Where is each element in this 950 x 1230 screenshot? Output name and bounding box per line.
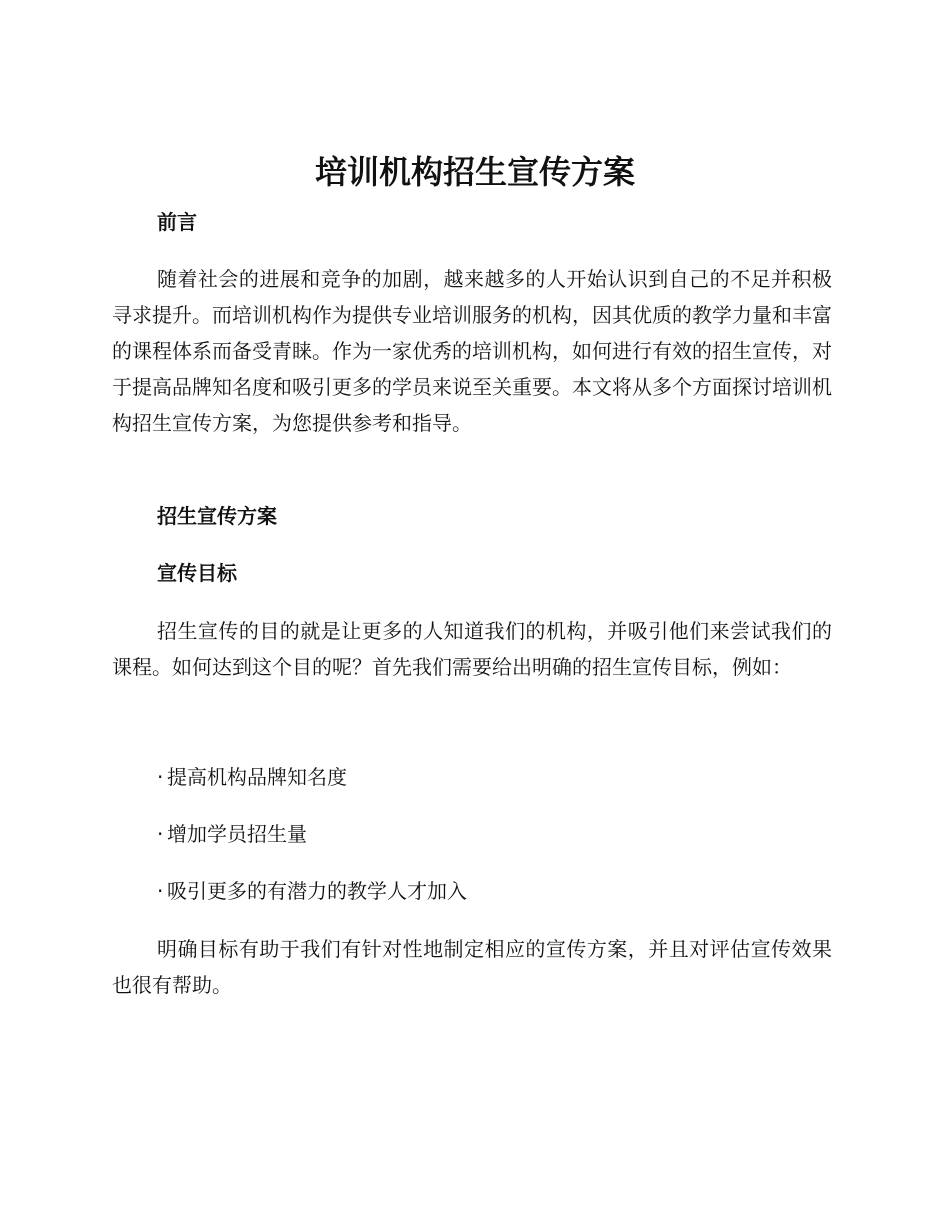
preface-heading: 前言 (157, 210, 197, 234)
list-item (157, 762, 347, 792)
goal-paragraph: 招生宣传的目的就是让更多的人知道我们的机构，并吸引他们来尝试我们的课程。如何达到这个目的呢？首先我们需要给出明确的招生宣传目标，例如： (112, 619, 832, 679)
list-item (157, 876, 467, 906)
bullet-marker: · (157, 822, 164, 846)
preface-paragraph: 随着社会的进展和竞争的加剧，越来越多的人开始认识到自己的不足并积极寻求提升。而培训机构作为提供专业培训服务的机构，因其优质的教学力量和丰富的课程体系而备受青睐。作为一家优秀的培训机构，如何进行有效的招生宣传，对于提高品牌知名度和吸引更多的学员来说至关重要。本文将从多个方面探讨培训机构招生宣传方案，为您提供参考和指导。 (112, 267, 832, 435)
document-title: 培训机构招生宣传方案 (314, 153, 635, 191)
goal-heading: 宣传目标 (157, 561, 237, 585)
bullet-marker: · (157, 765, 164, 789)
list-item (157, 819, 307, 849)
list-item-text: 吸引更多的有潜力的教学人才加入 (167, 879, 467, 903)
bullet-marker: · (157, 879, 164, 903)
closing-paragraph: 明确目标有助于我们有针对性地制定相应的宣传方案，并且对评估宣传效果也很有帮助。 (112, 937, 832, 997)
list-item-text: 增加学员招生量 (167, 822, 307, 846)
plan-heading: 招生宣传方案 (157, 504, 277, 528)
list-item-text: 提高机构品牌知名度 (167, 765, 347, 789)
